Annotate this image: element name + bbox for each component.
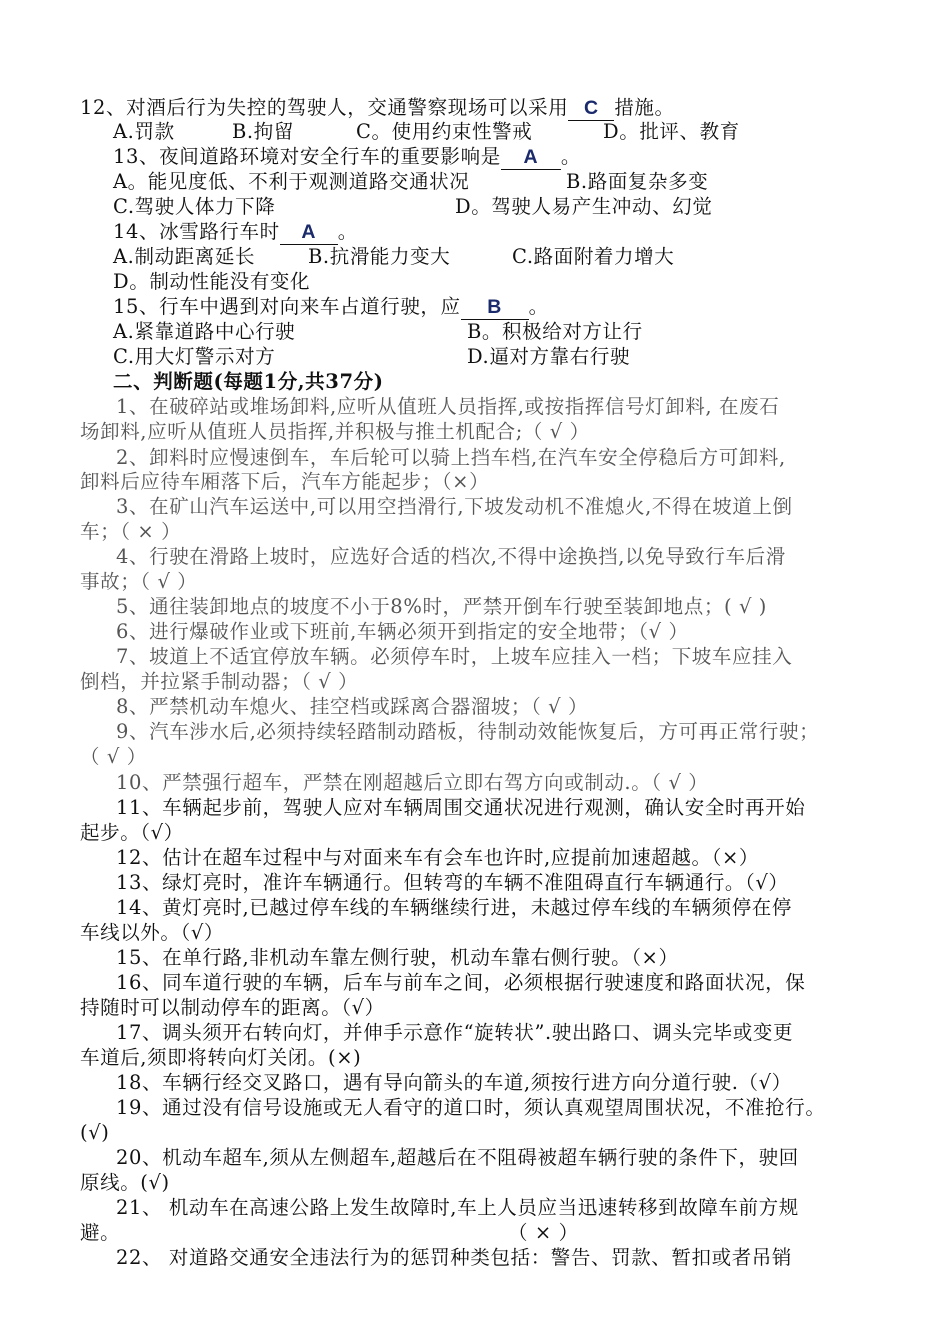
option: D。批评、教育: [603, 120, 740, 143]
tf-line: 22、 对道路交通安全违法行为的惩罚种类包括：警告、罚款、暂扣或者吊销: [116, 1246, 793, 1269]
option: B.抗滑能力变大: [308, 245, 451, 268]
tf-line: 5、通往装卸地点的坡度不小于8%时，严禁开倒车行驶至装卸地点；( √ ): [116, 595, 767, 618]
tf-line: 2、卸料时应慢速倒车，车后轮可以骑上挡车档,在汽车安全停稳后方可卸料,: [116, 446, 786, 469]
tf-line: 倒档，并拉紧手制动器；（ √ ）: [80, 670, 359, 693]
tf-line: 13、绿灯亮时，准许车辆通行。但转弯的车辆不准阻碍直行车辆通行。（√）: [116, 871, 789, 894]
tf-line: 场卸料,应听从值班人员指挥,并积极与推土机配合;（ √ ）: [80, 420, 590, 443]
option: A.紧靠道路中心行驶: [113, 320, 296, 343]
option: D.逼对方靠右行驶: [467, 345, 631, 368]
tf-line: 3、在矿山汽车运送中,可以用空挡滑行,下坡发动机不准熄火,不得在坡道上倒: [116, 495, 793, 518]
question-tail: 。: [560, 145, 581, 168]
tf-line: 20、机动车超车,须从左侧超车,超越后在不阻碍被超车辆行驶的条件下，驶回: [116, 1146, 799, 1169]
tf-line: 避。: [80, 1221, 121, 1244]
option: B.路面复杂多变: [566, 170, 709, 193]
option: B。积极给对方让行: [467, 320, 643, 343]
tf-line: 9、汽车涉水后,必须持续轻踏制动踏板，待制动效能恢复后，方可再正常行驶；: [116, 720, 820, 743]
section-title: 二、判断题(每题1分,共37分): [113, 370, 384, 393]
tf-line: 17、调头须开右转向灯，并伸手示意作“旋转状”.驶出路口、调头完毕或变更: [116, 1021, 794, 1044]
question-text: 13、夜间道路环境对安全行车的重要影响是: [113, 145, 501, 168]
option: A.罚款: [113, 120, 175, 143]
option: D。制动性能没有变化: [113, 270, 311, 293]
tf-line: (√): [80, 1121, 110, 1144]
option: A。能见度低、不利于观测道路交通状况: [113, 170, 470, 193]
question-tail: 。: [528, 295, 549, 318]
tf-line: 卸料后应待车厢落下后，汽车方能起步；（×）: [80, 470, 490, 493]
tf-line: 14、黄灯亮时,已越过停车线的车辆继续行进，未越过停车线的车辆须停在停: [116, 896, 793, 919]
tf-line: 车；（ × ）: [80, 520, 182, 543]
option: C.用大灯警示对方: [113, 345, 276, 368]
tf-line: 19、通过没有信号设施或无人看守的道口时，须认真观望周围状况，不准抢行。: [116, 1096, 826, 1119]
tf-line: 16、同车道行驶的车辆，后车与前车之间，必须根据行驶速度和路面状况，保: [116, 971, 806, 994]
option: C。使用约束性警戒: [356, 120, 533, 143]
tf-line: 原线。(√): [80, 1171, 170, 1194]
tf-line: 4、行驶在滑路上坡时，应选好合适的档次,不得中途换挡,以免导致行车后滑: [116, 545, 786, 568]
tf-line: 起步。（√）: [80, 821, 184, 844]
tf-line: 1、在破碎站或堆场卸料,应听从值班人员指挥,或按指挥信号灯卸料, 在废石: [116, 395, 780, 418]
tf-line: 11、车辆起步前，驾驶人应对车辆周围交通状况进行观测，确认安全时再开始: [116, 796, 806, 819]
question-text: 15、行车中遇到对向来车占道行驶，应: [113, 295, 461, 318]
tf-line: 15、在单行路,非机动车靠左侧行驶，机动车靠右侧行驶。（×）: [116, 946, 679, 969]
tf-line: 8、严禁机动车熄火、挂空档或踩离合器溜坡；（ √ ）: [116, 695, 589, 718]
question-text: 12、对酒后行为失控的驾驶人，交通警察现场可以采用: [80, 96, 569, 119]
tf-line: （ √ ）: [80, 745, 147, 768]
tf-line: 持随时可以制动停车的距离。（√）: [80, 996, 385, 1019]
question-15: [113, 295, 923, 320]
tf-line: 事故；（ √ ）: [80, 570, 198, 593]
tf-answer: （ × ）: [508, 1221, 579, 1244]
question-tail: 措施。: [614, 96, 675, 119]
tf-line: 7、坡道上不适宜停放车辆。必须停车时，上坡车应挂入一档；下坡车应挂入: [116, 645, 793, 668]
question-12: [80, 96, 890, 121]
option: C.驾驶人体力下降: [113, 195, 276, 218]
option: C.路面附着力增大: [512, 245, 675, 268]
answer-blank: A: [280, 220, 338, 245]
question-text: 14、冰雪路行车时: [113, 220, 280, 243]
tf-line: 12、估计在超车过程中与对面来车有会车也许时,应提前加速超越。（×）: [116, 846, 760, 869]
tf-line: 6、进行爆破作业或下班前,车辆必须开到指定的安全地带；（√ ）: [116, 620, 689, 643]
question-14: [113, 220, 923, 245]
answer-blank: B: [461, 295, 529, 320]
tf-line: 10、严禁强行超车，严禁在刚超越后立即右驾方向或制动.。（ √ ）: [116, 771, 709, 794]
question-13: [113, 145, 923, 170]
tf-line: 车道后,须即将转向灯关闭。(×): [80, 1046, 362, 1069]
tf-line: 车线以外。（√）: [80, 921, 224, 944]
question-tail: 。: [337, 220, 358, 243]
option: B.拘留: [232, 120, 294, 143]
tf-line: 21、 机动车在高速公路上发生故障时,车上人员应当迅速转移到故障车前方规: [116, 1196, 799, 1219]
answer-blank: A: [501, 145, 561, 170]
option: D。驾驶人易产生冲动、幻觉: [455, 195, 713, 218]
answer-blank: C: [568, 96, 614, 121]
option: A.制动距离延长: [113, 245, 256, 268]
tf-line: 18、车辆行经交叉路口，遇有导向箭头的车道,须按行进方向分道行驶.（√）: [116, 1071, 792, 1094]
